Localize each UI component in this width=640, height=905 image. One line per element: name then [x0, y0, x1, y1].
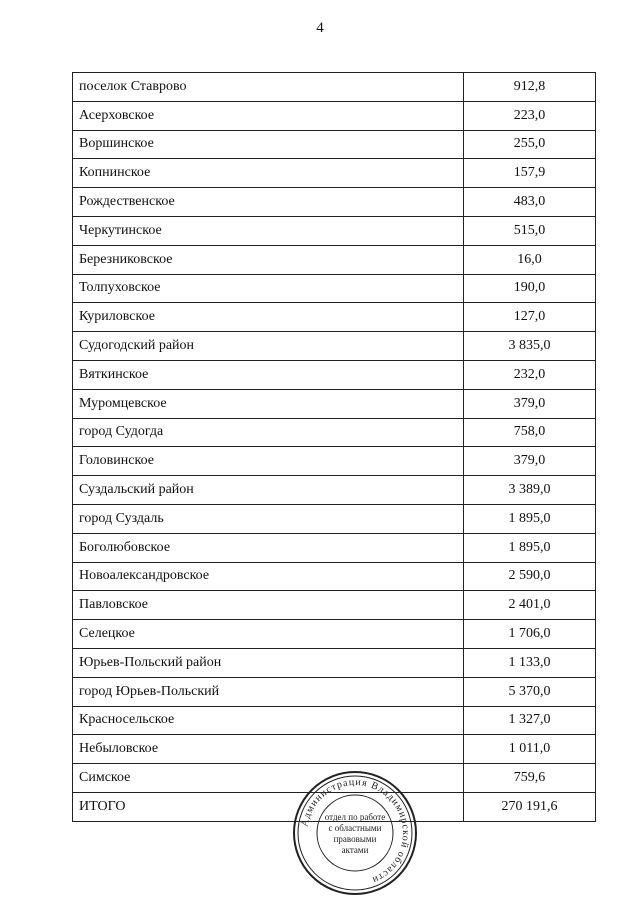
row-name-cell: Небыловское — [73, 735, 464, 764]
stamp-center-ring — [317, 795, 393, 871]
row-value-cell: 157,9 — [464, 159, 596, 188]
row-name-cell: Юрьев-Польский район — [73, 648, 464, 677]
row-value-cell: 2 401,0 — [464, 591, 596, 620]
table-row — [73, 245, 596, 274]
table-row — [73, 188, 596, 217]
table-row — [73, 418, 596, 447]
stamp-center-line: отдел по работе — [324, 812, 386, 822]
table-row — [73, 159, 596, 188]
row-name-cell: Селецкое — [73, 620, 464, 649]
row-name-cell: Березниковское — [73, 245, 464, 274]
row-name-cell: Копнинское — [73, 159, 464, 188]
row-name-cell: Черкутинское — [73, 216, 464, 245]
table-row — [73, 677, 596, 706]
row-name-cell: Куриловское — [73, 303, 464, 332]
row-name-cell: Муромцевское — [73, 389, 464, 418]
row-value-cell: 2 590,0 — [464, 562, 596, 591]
row-value-cell: 232,0 — [464, 360, 596, 389]
row-value-cell: 515,0 — [464, 216, 596, 245]
row-value-cell: 127,0 — [464, 303, 596, 332]
allocation-table — [72, 72, 596, 822]
row-value-cell: 5 370,0 — [464, 677, 596, 706]
table-row — [73, 274, 596, 303]
page-number: 4 — [316, 20, 324, 36]
official-stamp — [292, 770, 418, 896]
table-row — [73, 73, 596, 102]
table-row — [73, 735, 596, 764]
row-name-cell: Головинское — [73, 447, 464, 476]
table-row — [73, 303, 596, 332]
row-value-cell: 223,0 — [464, 101, 596, 130]
row-name-cell: Боголюбовское — [73, 533, 464, 562]
row-name-cell: поселок Ставрово — [73, 73, 464, 102]
row-value-cell: 1 895,0 — [464, 533, 596, 562]
row-name-cell: город Судогда — [73, 418, 464, 447]
row-name-cell: Рождественское — [73, 188, 464, 217]
table-body — [73, 73, 596, 822]
row-value-cell: 1 133,0 — [464, 648, 596, 677]
stamp-center-line: актами — [341, 845, 369, 855]
row-name-cell: Суздальский район — [73, 476, 464, 505]
row-value-cell: 190,0 — [464, 274, 596, 303]
stamp-center-line: с областными — [328, 823, 382, 833]
table-row — [73, 620, 596, 649]
table-row — [73, 648, 596, 677]
table-row — [73, 389, 596, 418]
row-value-cell: 3 389,0 — [464, 476, 596, 505]
table-row — [73, 216, 596, 245]
row-name-cell: Красносельское — [73, 706, 464, 735]
table-row — [73, 447, 596, 476]
table-row — [73, 706, 596, 735]
row-value-cell: 270 191,6 — [464, 792, 596, 821]
row-name-cell: Новоалександровское — [73, 562, 464, 591]
row-name-cell: Судогодский район — [73, 332, 464, 361]
stamp-center-line: правовыми — [333, 834, 377, 844]
table-row — [73, 533, 596, 562]
row-value-cell: 379,0 — [464, 447, 596, 476]
row-name-cell: город Суздаль — [73, 504, 464, 533]
row-value-cell: 1 706,0 — [464, 620, 596, 649]
table-row — [73, 504, 596, 533]
stamp-outer-ring — [294, 772, 416, 894]
row-name-cell: Симское — [73, 764, 464, 793]
row-value-cell: 1 327,0 — [464, 706, 596, 735]
stamp-ring-text: Администрация Владимирской области — [299, 776, 412, 886]
row-value-cell: 3 835,0 — [464, 332, 596, 361]
table-row — [73, 562, 596, 591]
table-row — [73, 332, 596, 361]
row-name-cell: Павловское — [73, 591, 464, 620]
row-value-cell: 759,6 — [464, 764, 596, 793]
row-value-cell: 483,0 — [464, 188, 596, 217]
row-value-cell: 1 895,0 — [464, 504, 596, 533]
row-name-cell: Толпуховское — [73, 274, 464, 303]
stamp-inner-ring — [298, 776, 412, 890]
row-name-cell: Вяткинское — [73, 360, 464, 389]
table-row — [73, 101, 596, 130]
row-value-cell: 758,0 — [464, 418, 596, 447]
row-value-cell: 379,0 — [464, 389, 596, 418]
row-name-cell: ИТОГО — [73, 792, 464, 821]
table-row — [73, 476, 596, 505]
row-name-cell: город Юрьев-Польский — [73, 677, 464, 706]
row-name-cell: Асерховское — [73, 101, 464, 130]
row-value-cell: 255,0 — [464, 130, 596, 159]
table-row — [73, 130, 596, 159]
row-value-cell: 912,8 — [464, 73, 596, 102]
table-row — [73, 360, 596, 389]
row-name-cell: Воршинское — [73, 130, 464, 159]
row-value-cell: 16,0 — [464, 245, 596, 274]
table-row — [73, 591, 596, 620]
row-value-cell: 1 011,0 — [464, 735, 596, 764]
